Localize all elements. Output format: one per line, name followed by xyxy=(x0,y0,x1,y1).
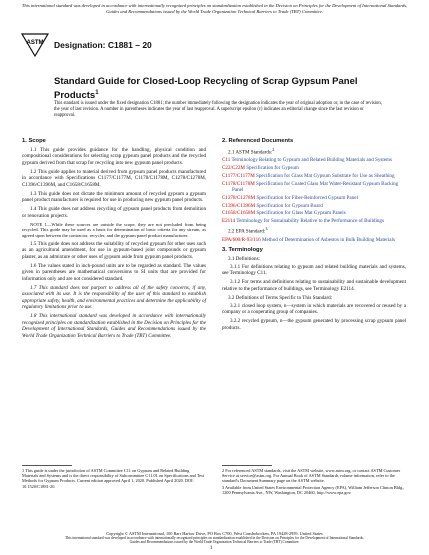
footnote-divider-right xyxy=(222,465,272,466)
reference-item xyxy=(222,173,406,180)
scope-para-5: 1.5 This guide does not address the suitability of recycled gypsum for other uses such as an agricultural amendment, for use in gypsum-based joint compounds or gypsum plaster, as an admixture or other uses of gypsum aside from gypsum panel products. xyxy=(22,240,206,260)
scope-para-7: 1.7 This standard does not purport to address all of the safety concerns, if any, associated with its use. It is the responsibility of the user of this standard to establish appropriate safety, health, and environmental practices and determine the applicability of regulatory limitations prior to use. xyxy=(22,284,206,311)
reference-code-link[interactable]: C11 xyxy=(222,157,231,164)
definition-3-1-1: 3.1.1 For definitions relating to gypsum and related building materials and systems, see Terminology C11. xyxy=(222,263,406,277)
scope-para-1: 1.1 This guide provides guidance for the handling, physical condition and compositional considerations for selecting scrap gypsum panel products and the recycled gypsum derived from that scrap for recycling into new gypsum panel products. xyxy=(22,146,206,166)
astm-standards-heading xyxy=(228,147,406,156)
title-footnote-mark: 1 xyxy=(95,89,99,96)
standardization-banner: This international standard was developed in accordance with internationally recognized principles on standardization established in the Decision on Principles for the Development of International Standards, Guides and Recommendations issued by the World Trade Organization Technical Barriers to Trade (TBT) Committee. xyxy=(21,3,408,14)
reference-item xyxy=(222,165,406,172)
reference-item xyxy=(222,203,406,210)
footnote-2: 2 For referenced ASTM standards, visit the ASTM website, www.astm.org, or contact ASTM Customer Service at service@astm.org. For Annual Book of ASTM Standards volume information, refer to the standard's Document Summary page on the ASTM website. xyxy=(222,468,401,484)
tbt-notice: This international standard was developed in accordance with internationally recognized principles on standardization established in the Decision on Principles for the Development of International Standards, Guides and Recommendations issued by the World Trade Organization Technical Barriers to Trade (TBT) Committee. xyxy=(65,536,364,545)
footnotes-right xyxy=(222,468,406,495)
reference-item xyxy=(222,210,406,217)
reference-code-link[interactable]: C1178/C1178M xyxy=(222,180,255,187)
copyright-text: Copyright © ASTM International, 100 Barr Harbor Drive, PO Box C700, West Conshohocken, PA 19428-2959. United States xyxy=(106,531,323,536)
terminology-heading: 3. Terminology xyxy=(222,247,263,254)
reference-code-link[interactable]: C1177/C1177M xyxy=(222,172,255,179)
reference-title: Terminology for Sustainability Relative to the Performance of Buildings xyxy=(236,218,384,225)
scope-heading: 1. Scope xyxy=(22,138,46,144)
reference-item xyxy=(222,195,406,202)
astm-reference-list xyxy=(222,157,406,225)
reference-title: Specification for Coated Glass Mat Water-Resistant Gypsum Backing Panel xyxy=(232,180,399,194)
specific-definitions-heading: 3.2 Definitions of Terms Specific to This Standard: xyxy=(228,294,333,301)
footnote-divider-left xyxy=(22,465,72,466)
reference-code-link[interactable]: E2114 xyxy=(222,218,236,225)
epa-footnote-mark: 3 xyxy=(265,226,268,232)
reference-title: Specification for Gypsum xyxy=(246,164,299,171)
epa-heading-text: 2.2 EPA Standard: xyxy=(228,228,266,235)
astm-footnote-mark: 2 xyxy=(272,146,275,152)
reference-code-link[interactable]: C22/C22M xyxy=(222,164,245,171)
reference-title: Method of Determination of Asbestos in Bulk Building Materials xyxy=(261,236,395,243)
astm-logo-icon xyxy=(20,30,50,58)
document-title xyxy=(54,76,384,101)
definition-3-1-2: 3.1.2 For terms and definitions relating to sustainability and sustainable development relative to the performance of buildings, see Terminology E2114. xyxy=(222,279,406,292)
scope-para-2: 1.2 This guide applies to material derived from gypsum panel products manufactured in accordance with Specifications C1177/C1177M, C1178/C1178M, C1278/C1278M, C1396/C1396M, and C1658/C1658M. xyxy=(22,168,206,188)
reference-code-link[interactable]: C1658/C1658M xyxy=(222,210,256,217)
reference-title: Specification for Gypsum Board xyxy=(256,202,323,209)
reference-code-link[interactable]: C1278/C1278M xyxy=(222,194,256,201)
footnote-1: 1 This guide is under the jurisdiction of ASTM Committee C11 on Gypsum and Related Building Materials and Systems and is the direct responsibility of Subcommittee C11.01 on Specifications and Test Methods for Gypsum Products. Current edition approved April 1, 2020. Published April 2020. DOI: 10.1520/C1881-20. xyxy=(22,468,204,489)
reference-title: Terminology Relating to Gypsum and Related Building Materials and Systems xyxy=(231,157,392,164)
scope-para-8: 1.8 This international standard was developed in accordance with internationally recognized principles on standardization established in the Decision on Principles for the Development of International Standards, Guides and Recommendations issued by the World Trade Organization Technical Barriers to Trade (TBT) Committee. xyxy=(22,313,206,339)
reference-item xyxy=(222,218,406,225)
left-column xyxy=(22,138,206,342)
epa-reference-list xyxy=(222,237,406,244)
scope-para-6: 1.6 The values stated in inch-pound units are to be regarded as standard. The values given in parentheses are mathematical conversions to SI units that are provided for information only and are not considered standard. xyxy=(22,262,206,282)
reference-title: Specification for Glass Mat Gypsum Substrate for Use as Sheathing xyxy=(256,172,395,179)
reference-code-link[interactable]: C1396/C1396M xyxy=(222,202,256,209)
scope-para-3: 1.3 This guide does not dictate the minimum amount of recycled gypsum a gypsum panel product manufacturer is required for use in producing new gypsum panel products. xyxy=(22,190,206,203)
epa-standard-heading xyxy=(228,226,406,235)
reference-item xyxy=(222,157,406,164)
definitions-heading: 3.1 Definitions: xyxy=(228,255,260,262)
references-heading: 2. Referenced Documents xyxy=(222,138,294,144)
definition-3-2-1: 3.2.1 closed loop system, n—system in which materials are recovered or reused by a company or a cooperating group of companies. xyxy=(222,302,406,316)
reference-title: Specification for Fiber-Reinforced Gypsum Panel xyxy=(256,194,358,201)
right-column xyxy=(222,138,406,334)
scope-note-1: NOTE 1—While these sources are outside the scope, they are not precluded from being recycled. This guide may be used as a basis for determination of basic criteria for any stream, as agreed upon between the contractor, recycler, and the gypsum panel product manufacturer. xyxy=(22,221,206,238)
definition-3-2-2: 3.2.2 recycled gypsum, n—the gypsum generated by processing scrap gypsum panel products. xyxy=(222,318,406,331)
footnote-3: 3 Available from United States Environmental Protection Agency (EPA), William Jefferson Clinton Bldg., 1200 Pennsylvania Ave., NW, Washington, DC 20460, http://www.epa.gov. xyxy=(222,484,405,495)
reference-title: Specification for Glass Mat Gypsum Panels xyxy=(256,210,346,217)
page-number: 1 xyxy=(210,546,213,551)
title-text: Standard Guide for Closed-Loop Recycling of Scrap Gypsum Panel Products xyxy=(54,76,358,101)
logo-text: ASTM xyxy=(26,40,44,46)
issuance-notice: This standard is issued under the fixed designation C1881; the number immediately following the designation indicates the year of original adoption or, in the case of revision, the year of last revision. A number in parentheses indicates the year of last reapproval. A superscript epsilon (ε) indicates an editorial change since the last revision or reapproval. xyxy=(54,101,382,118)
reference-code-link[interactable]: EPA/600/R-93/116 xyxy=(222,236,261,243)
copyright-footer xyxy=(60,531,369,545)
reference-item xyxy=(222,237,406,244)
scope-para-4: 1.4 This guide does not address recycling of gypsum panel products from demolition or renovation projects. xyxy=(22,206,206,219)
designation: Designation: C1881 – 20 xyxy=(54,40,152,50)
astm-heading-text: 2.1 ASTM Standards: xyxy=(228,149,273,156)
reference-item xyxy=(222,181,406,194)
